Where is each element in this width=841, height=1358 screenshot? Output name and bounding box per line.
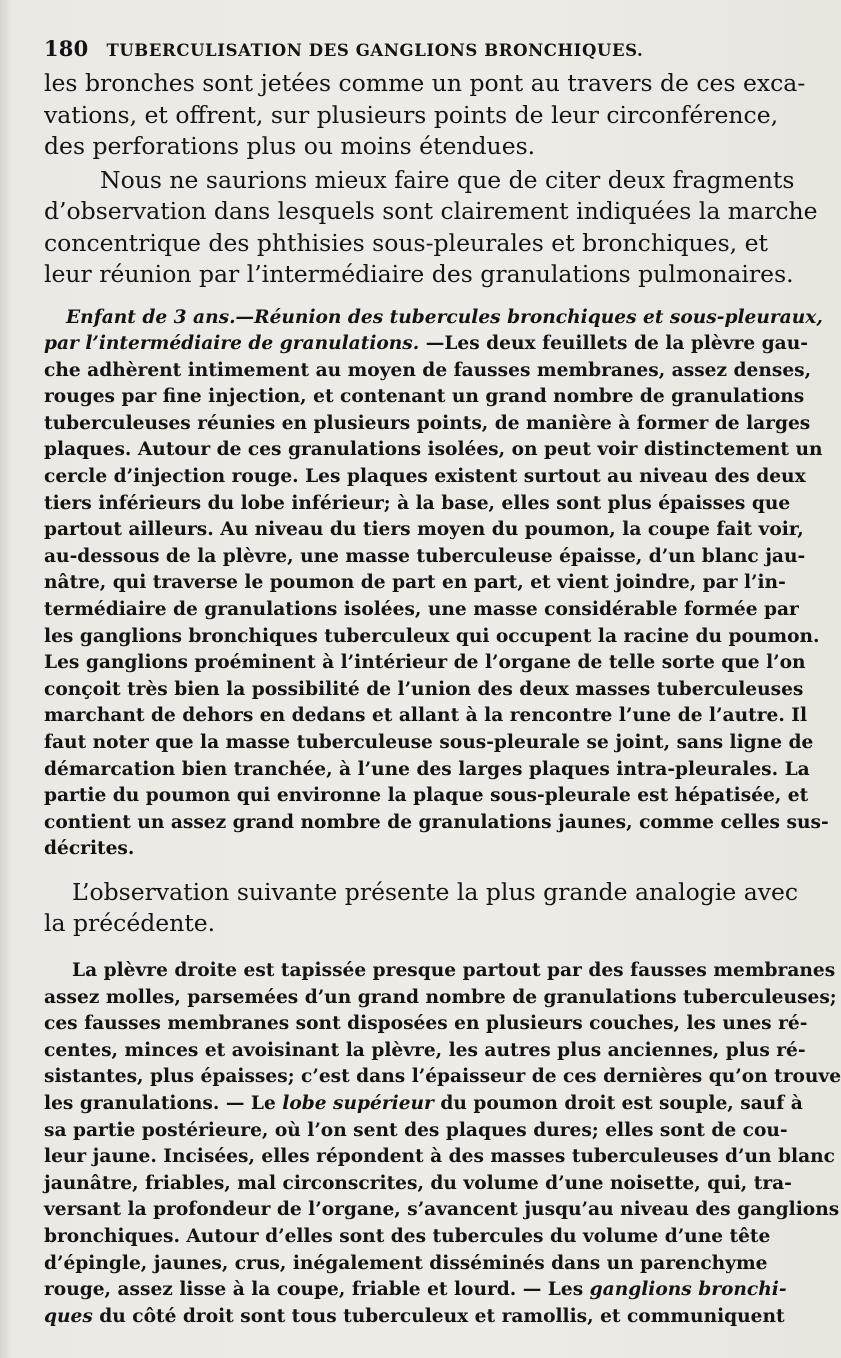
text-line: jaunâtre, friables, mal circonscrites, du volume d’une noisette, qui, tra- xyxy=(44,1172,792,1194)
text-line: La plèvre droite est tapissée presque partout par des fausses membranes xyxy=(72,959,836,981)
text-line: au-dessous de la plèvre, une masse tuberculeuse épaisse, d’un blanc jau- xyxy=(44,545,806,567)
text-line: nâtre, qui traverse le poumon de part en part, et vient joindre, par l’in- xyxy=(44,572,786,594)
text-line: démarcation bien tranchée, à l’une des larges plaques intra-pleurales. La xyxy=(44,758,810,780)
text-line: plaques. Autour de ces granulations isolées, on peut voir distinctement un xyxy=(44,439,823,461)
text-fragment: les granulations. — Le xyxy=(44,1092,283,1114)
text-line: Nous ne saurions mieux faire que de citer deux fragments xyxy=(100,165,795,194)
italic-term: lobe supérieur xyxy=(282,1092,434,1114)
text-line: la précédente. xyxy=(44,909,216,938)
text-line: sa partie postérieure, où l’on sent des plaques dures; elles sont de cou- xyxy=(44,1119,788,1141)
text-line: vations, et offrent, sur plusieurs points de leur circonférence, xyxy=(44,100,779,129)
observation-2 xyxy=(44,958,841,1330)
text-line: tiers inférieurs du lobe inférieur; à la base, elles sont plus épaisses que xyxy=(44,492,791,514)
text-line: bronchiques. Autour d’elles sont des tubercules du volume d’une tête xyxy=(44,1225,771,1247)
observation-title-line xyxy=(44,305,823,332)
running-head-title: TUBERCULISATION DES GANGLIONS BRONCHIQUES. xyxy=(106,41,644,60)
text-line: décrites. xyxy=(44,838,135,860)
text-line: contient un assez grand nombre de granulations jaunes, comme celles sus- xyxy=(44,811,829,833)
text-line xyxy=(44,1277,787,1304)
observation-1 xyxy=(44,305,829,863)
text-line xyxy=(44,331,808,358)
text-line: rouges par fine injection, et contenant un grand nombre de granulations xyxy=(44,386,805,408)
page-number: 180 xyxy=(44,36,89,61)
text-line: centes, minces et avoisinant la plèvre, les autres plus anciennes, plus ré- xyxy=(44,1039,806,1061)
text-line: versant la profondeur de l’organe, s’avancent jusqu’au niveau des ganglions xyxy=(44,1199,840,1221)
text-line: d’observation dans lesquels sont clairement indiquées la marche xyxy=(44,197,818,225)
text-line: concentrique des phthisies sous-pleurales et bronchiques, et xyxy=(44,228,768,257)
text-line: les ganglions bronchiques tuberculeux qui occupent la racine du poumon. xyxy=(44,625,820,647)
text-line: faut noter que la masse tuberculeuse sous-pleurale se joint, sans ligne de xyxy=(44,732,814,753)
running-head xyxy=(44,36,754,62)
text-line: leur jaune. Incisées, elles répondent à des masses tuberculeuses d’un blanc xyxy=(44,1146,835,1168)
text-line: marchant de dehors en dedans et allant à la rencontre l’une de l’autre. Il xyxy=(44,705,808,727)
text-fragment: —Les deux feuillets de la plèvre gau- xyxy=(419,333,808,355)
text-fragment: du poumon droit est souple, sauf à xyxy=(433,1092,803,1114)
observation-title: Enfant de 3 ans.—Réunion des tubercules bronchiques et sous-pleuraux, xyxy=(66,306,823,328)
text-line: L’observation suivante présente la plus grande analogie avec xyxy=(72,877,799,906)
observation-title-cont: par l’intermédiaire de granulations. xyxy=(44,333,420,355)
text-line: conçoit très bien la possibilité de l’union des deux masses tuberculeuses xyxy=(44,678,804,700)
text-line: termédiaire de granulations isolées, une masse considérable formée par xyxy=(44,599,799,621)
paragraph-2 xyxy=(44,165,818,291)
text-line: d’épingle, jaunes, crus, inégalement disséminés dans un parenchyme xyxy=(44,1252,768,1274)
text-line: assez molles, parsemées d’un grand nombre de granulations tuberculeuses; xyxy=(44,986,837,1008)
paragraph-3 xyxy=(44,877,799,940)
text-line xyxy=(44,1091,803,1118)
text-line: partie du poumon qui environne la plaque sous-pleurale est hépatisée, et xyxy=(44,785,809,807)
text-line: che adhèrent intimement au moyen de fausses membranes, assez denses, xyxy=(44,359,812,381)
text-line: des perforations plus ou moins étendues. xyxy=(44,132,536,160)
text-line: sistantes, plus épaisses; c’est dans l’épaisseur de ces dernières qu’on trouve xyxy=(44,1066,841,1088)
text-line: leur réunion par l’intermédiaire des granulations pulmonaires. xyxy=(44,260,794,288)
text-line: les bronches sont jetées comme un pont au travers de ces exca- xyxy=(44,69,806,97)
text-line: tuberculeuses réunies en plusieurs points, de manière à former de larges xyxy=(44,412,811,434)
text-line: ces fausses membranes sont disposées en plusieurs couches, les unes ré- xyxy=(44,1013,808,1035)
text-fragment: du côté droit sont tous tuberculeux et ramollis, et communiquent xyxy=(92,1305,785,1327)
italic-term: ques xyxy=(44,1305,93,1327)
paragraph-1 xyxy=(44,68,806,163)
text-fragment: rouge, assez lisse à la coupe, friable et lourd. — Les xyxy=(44,1279,590,1301)
italic-term: ganglions bronchi- xyxy=(589,1279,787,1301)
text-line: Les ganglions proéminent à l’intérieur de l’organe de telle sorte que l’on xyxy=(44,652,806,674)
text-line: cercle d’injection rouge. Les plaques existent surtout au niveau des deux xyxy=(44,466,806,488)
text-line xyxy=(44,1304,785,1331)
text-line: partout ailleurs. Au niveau du tiers moyen du poumon, la coupe fait voir, xyxy=(44,519,804,541)
